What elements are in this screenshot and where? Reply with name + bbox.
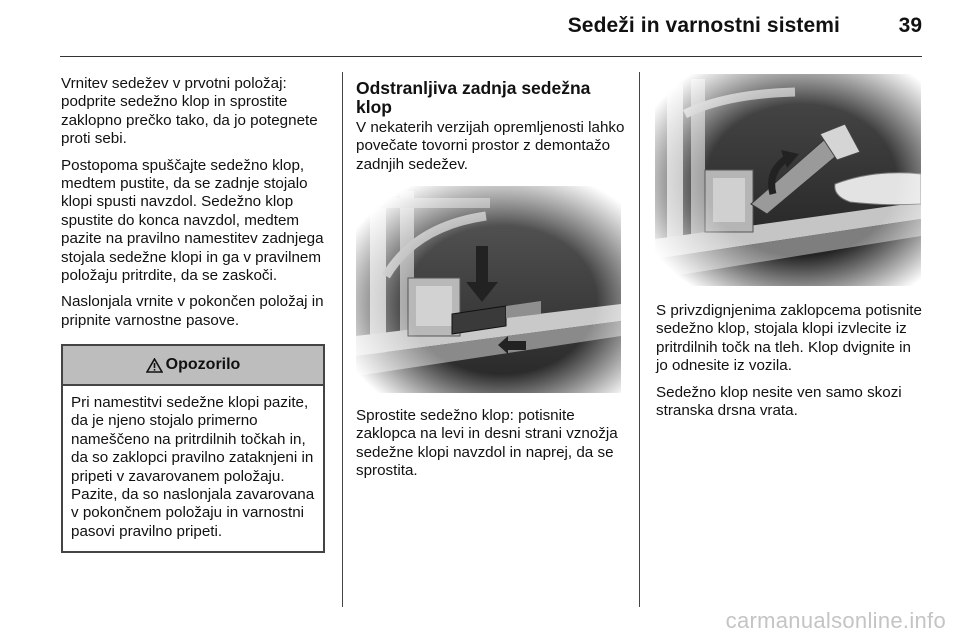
page-header-title: Sedeži in varnostni sistemi	[567, 14, 840, 37]
illustration-release-latch	[356, 186, 621, 393]
paragraph-lower-bench: Postopoma spuščajte sedežno klop, medtem pustite, da se zadnje stojalo klopi spusti navzdol. Sedežno klop spustite do konca navzdol, medtem pazite na pravilno namestitev zadnjega stojala sedežne klopi in ga v pravilnem položaju pritrdite, da se zaskoči.	[61, 156, 324, 285]
figure-caption-release: Sprostite sedežno klop: potisnite zaklopca na levi in desni strani vznožja sedežne klopi navzdol in naprej, da se sprostita.	[356, 407, 618, 480]
page-number: 39	[898, 14, 922, 37]
header-divider	[60, 56, 922, 57]
warning-triangle-icon	[146, 358, 163, 373]
warning-text: Pri namestitvi sedežne klopi pazite, da je njeno stojalo primerno nameščeno na pritrdilnih točkah in, da so zaklopci pravilno zataknjeni in pripeti v zavarovanem položaju. Pazite, da so naslonjala zavarovana v pokončnem položaju in varnostni pasovi pravilno pripeti.	[71, 394, 315, 540]
illustration-lift-latch	[655, 74, 921, 286]
warning-title: Opozorilo	[165, 356, 241, 373]
paragraph-return-seats: Vrnitev sedežev v prvotni položaj: podprite sedežno klop in sprostite zaklopno prečko tako, da jo potegnete proti sebi.	[61, 75, 318, 148]
column-divider-left	[342, 72, 343, 607]
column-2	[356, 79, 628, 182]
section-heading: Odstranljiva zadnja sedežna klop	[356, 78, 591, 117]
column-divider-right	[639, 72, 640, 607]
paragraph-carry-out: Sedežno klop nesite ven samo skozi stranska drsna vrata.	[656, 383, 902, 420]
paragraph-backrests: Naslonjala vrnite v pokončen položaj in pripnite varnostne pasove.	[61, 293, 324, 329]
warning-header	[63, 346, 323, 386]
column-2-caption	[356, 407, 628, 489]
warning-box	[61, 344, 325, 553]
column-3	[656, 302, 926, 428]
column-1	[61, 75, 333, 338]
paragraph-remove-bench: S privzdignjenima zaklopcema potisnite sedežno klop, stojala klopi izvlecite iz pritrdilnih točk na tleh. Klop dvignite in jo odnesite iz vozila.	[656, 302, 922, 375]
watermark-text: carmanualsonline.info	[725, 608, 946, 633]
paragraph-intro: V nekaterih verzijah opremljenosti lahko povečate tovorni prostor z demontažo zadnjih sedežev.	[356, 119, 625, 173]
